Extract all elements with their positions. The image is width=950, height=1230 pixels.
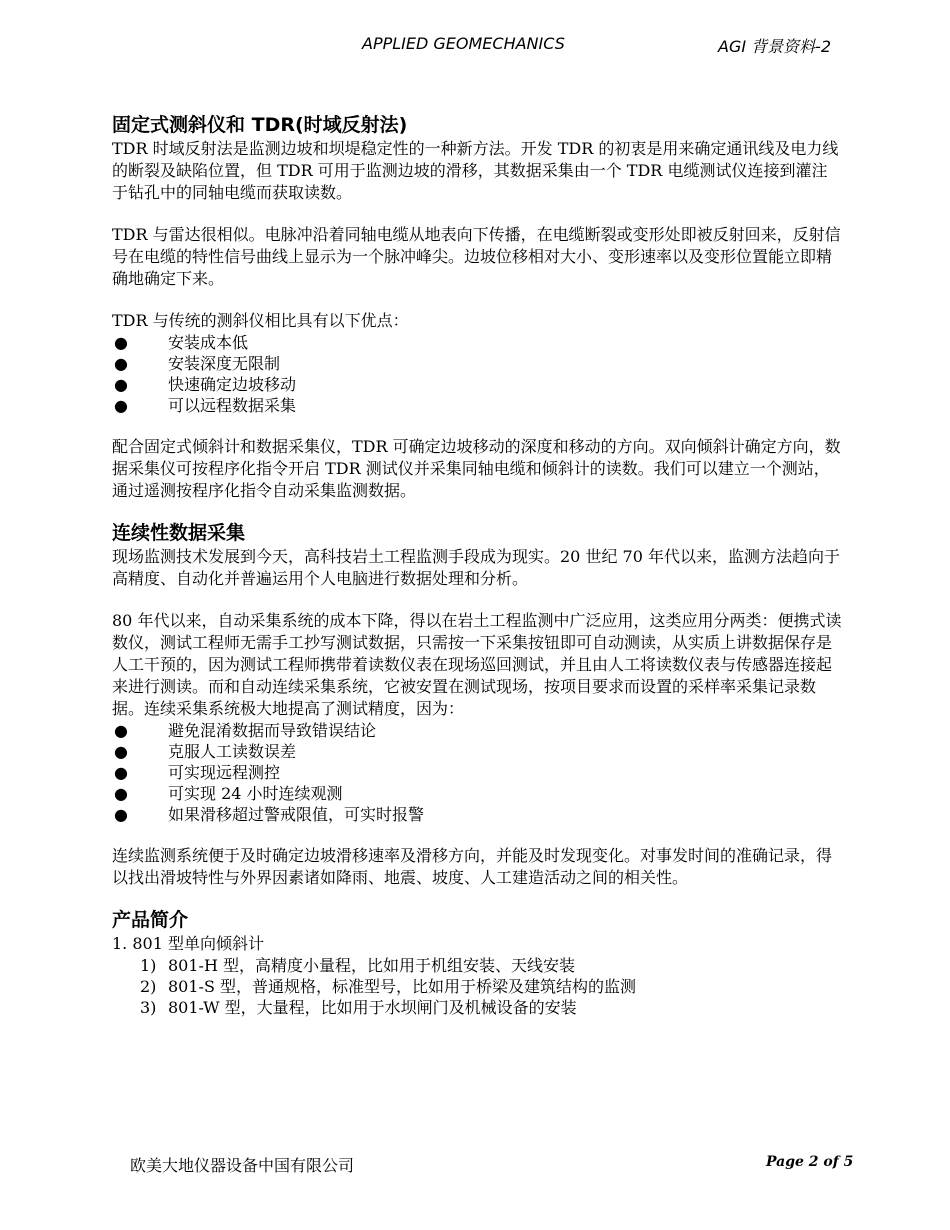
list-item: ● 可实现 24 小时连续观测 bbox=[114, 784, 343, 803]
bullet-icon: ● bbox=[114, 396, 128, 415]
list-item: ● 安装成本低 bbox=[114, 333, 249, 352]
list-item: ● 可实现远程测控 bbox=[114, 763, 281, 782]
paragraph: TDR 与雷达很相似。电脉冲沿着同轴电缆从地表向下传播，在电缆断裂或变形处即被反射回来，反射信号在电缆的特性信号曲线上显示为一个脉冲峰尖。边坡位移相对大小、变形速率以及变形位置能立即精确地确定下来。 bbox=[112, 225, 841, 288]
paragraph: 80 年代以来，自动采集系统的成本下降，得以在岩土工程监测中广泛应用，这类应用分两类：便携式读数仪，测试工程师无需手工抄写测试数据，只需按一下采集按钮即可自动测读，从实质上讲数据保存是人工干预的，因为测试工程师携带着读数仪表在现场巡回测试，并且由人工将读数仪表与传感器连接起来进行测读。而和自动连续采集系统，它被安置在测试现场，按项目要求而设置的采样率采集记录数据。连续采集系统极大地提高了测试精度，因为： bbox=[112, 611, 842, 718]
header-doc-ref: AGI 背景资料-2 bbox=[718, 37, 832, 56]
document-body bbox=[112, 112, 842, 1018]
list-item: ● 快速确定边坡移动 bbox=[114, 375, 297, 394]
benefits-list bbox=[112, 720, 842, 825]
paragraph: 现场监测技术发展到今天，高科技岩土工程监测手段成为现实。20 世纪 70 年代以来，监测方法趋向于高精度、自动化并普遍运用个人电脑进行数据处理和分析。 bbox=[112, 547, 840, 588]
footer-company: 欧美大地仪器设备中国有限公司 bbox=[130, 1156, 355, 1175]
bullet-icon: ● bbox=[114, 742, 128, 761]
bullet-icon: ● bbox=[114, 354, 128, 373]
bullet-icon: ● bbox=[114, 375, 128, 394]
page-header bbox=[0, 34, 950, 58]
paragraph: TDR 与传统的测斜仪相比具有以下优点： bbox=[112, 311, 409, 330]
list-item: ● 安装深度无限制 bbox=[114, 354, 281, 373]
bullet-icon: ● bbox=[114, 763, 128, 782]
list-item: 3) 801-W 型，大量程，比如用于水坝闸门及机械设备的安装 bbox=[140, 998, 577, 1017]
product-item: 1. 801 型单向倾斜计 bbox=[112, 934, 264, 953]
bullet-icon: ● bbox=[114, 333, 128, 352]
list-item: 2) 801-S 型，普通规格，标准型号，比如用于桥梁及建筑结构的监测 bbox=[140, 977, 636, 996]
list-item: 1) 801-H 型，高精度小量程，比如用于机组安装、天线安装 bbox=[140, 956, 575, 975]
section-title-continuous: 连续性数据采集 bbox=[112, 522, 246, 544]
section-title-products: 产品简介 bbox=[112, 909, 189, 931]
advantages-list bbox=[112, 332, 842, 416]
paragraph: TDR 时域反射法是监测边坡和坝堤稳定性的一种新方法。开发 TDR 的初衷是用来确定通讯线及电力线的断裂及缺陷位置，但 TDR 可用于监测边坡的滑移，其数据采集由一个 TDR 电缆测试仪连接到灌注于钻孔中的同轴电缆而获取读数。 bbox=[112, 139, 839, 202]
bullet-icon: ● bbox=[114, 805, 128, 824]
list-item: ● 可以远程数据采集 bbox=[114, 396, 297, 415]
bullet-icon: ● bbox=[114, 784, 128, 803]
paragraph: 配合固定式倾斜计和数据采集仪，TDR 可确定边坡移动的深度和移动的方向。双向倾斜计确定方向，数据采集仪可按程序化指令开启 TDR 测试仪并采集同轴电缆和倾斜计的读数。我们可以建立一个测站，通过遥测按程序化指令自动采集监测数据。 bbox=[112, 437, 841, 500]
list-item: ● 避免混淆数据而导致错误结论 bbox=[114, 721, 377, 740]
list-item: ● 克服人工读数误差 bbox=[114, 742, 297, 761]
page-number: Page 2 of 5 bbox=[766, 1154, 854, 1170]
section-title-tdr: 固定式测斜仪和 TDR(时域反射法) bbox=[112, 114, 408, 136]
paragraph: 连续监测系统便于及时确定边坡滑移速率及滑移方向，并能及时发现变化。对事发时间的准确记录，得以找出滑坡特性与外界因素诸如降雨、地震、坡度、人工建造活动之间的相关性。 bbox=[112, 846, 833, 887]
header-title: APPLIED GEOMECHANICS bbox=[362, 34, 565, 53]
list-item: ● 如果滑移超过警戒限值，可实时报警 bbox=[114, 805, 425, 824]
bullet-icon: ● bbox=[114, 721, 128, 740]
product-sublist bbox=[112, 955, 842, 1018]
